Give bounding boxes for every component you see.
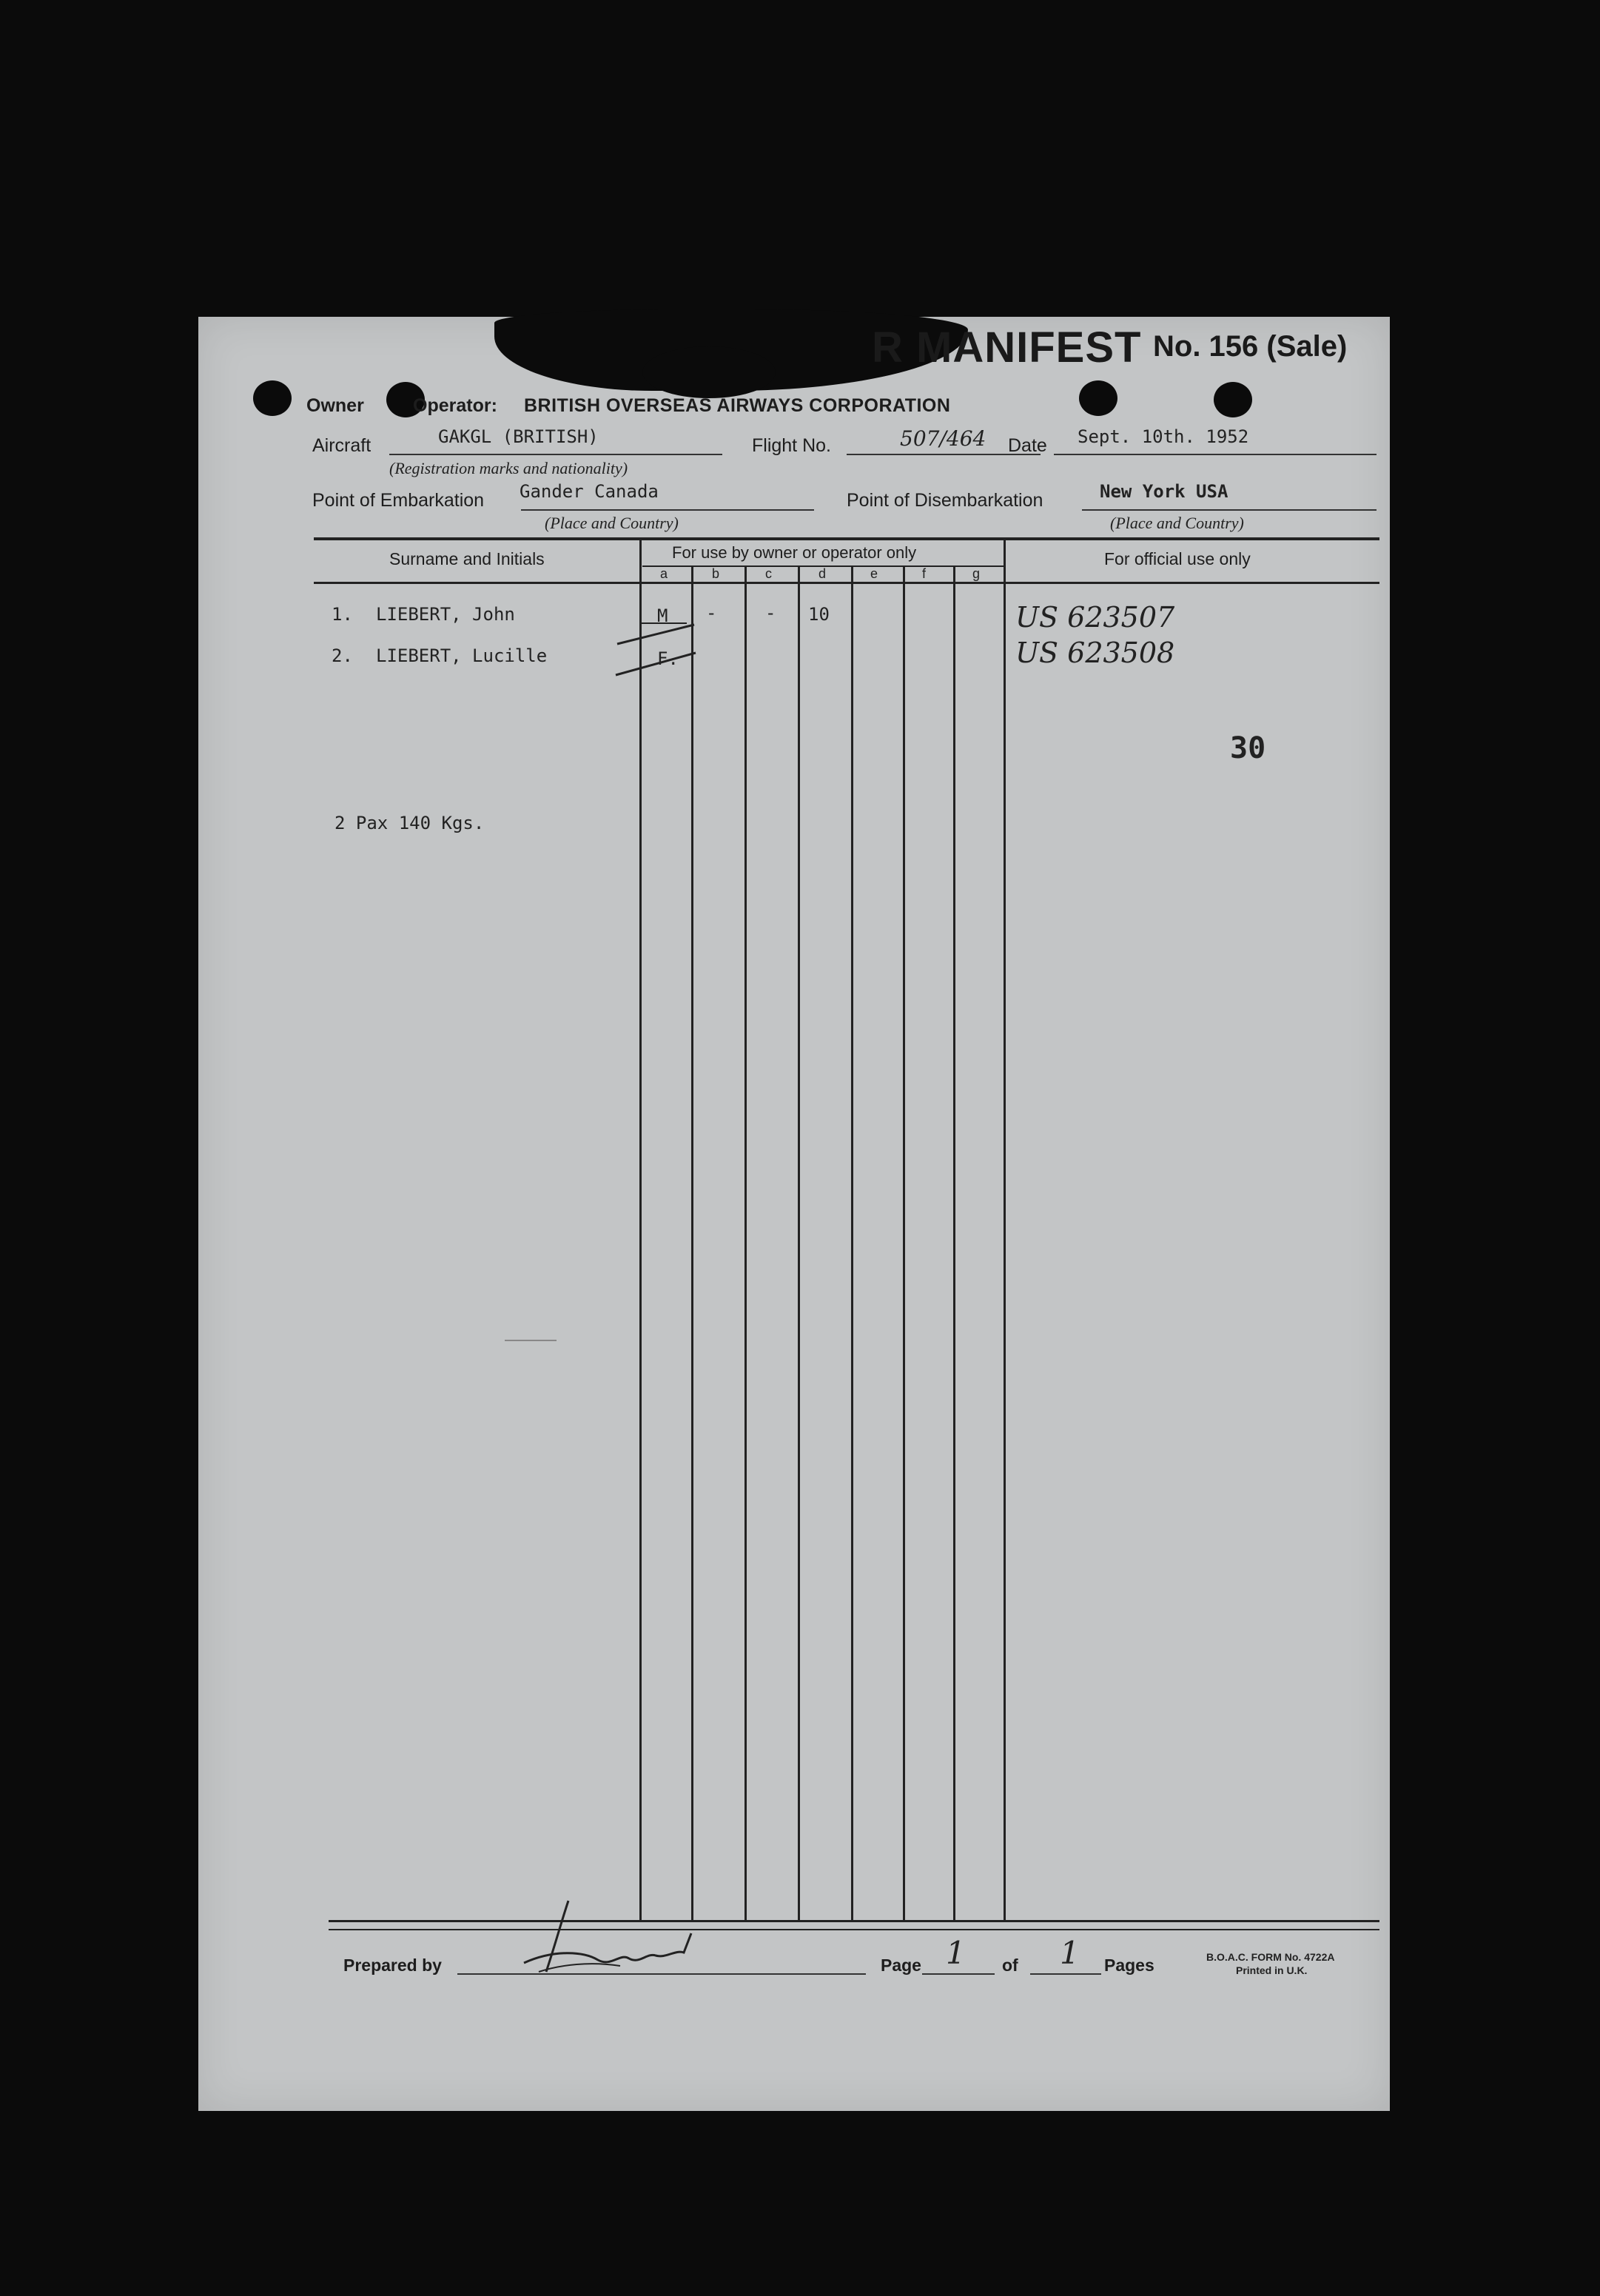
footer-rule-1 xyxy=(329,1920,1379,1922)
prepared-by-label: Prepared by xyxy=(343,1956,442,1975)
col-owner-use-header: For use by owner or operator only xyxy=(672,543,917,562)
col-divider-3 xyxy=(744,565,747,1920)
subcol-c: c xyxy=(765,566,772,581)
col-divider-2 xyxy=(691,565,693,1920)
page-label: Page xyxy=(881,1956,921,1975)
row-1-b: - xyxy=(706,602,717,623)
aircraft-label: Aircraft xyxy=(312,435,372,456)
col-divider-7 xyxy=(953,565,955,1920)
subcol-g: g xyxy=(972,566,981,581)
manifest-sheet xyxy=(198,317,1390,2111)
table-top-rule xyxy=(314,537,1379,540)
embarkation-underline xyxy=(521,509,814,511)
row-1-d: 10 xyxy=(808,604,830,625)
disembarkation-underline xyxy=(1082,509,1377,511)
date-label: Date xyxy=(1008,435,1047,456)
flight-value: 507/464 xyxy=(900,426,986,451)
embarkation-caption: (Place and Country) xyxy=(545,514,679,532)
punch-hole-right xyxy=(1214,382,1252,417)
pages-value: 1 xyxy=(1060,1935,1080,1971)
passenger-summary: 2 Pax 140 Kgs. xyxy=(335,813,485,833)
owner-label: Owner xyxy=(306,395,364,416)
manifest-number: No. 156 (Sale) xyxy=(1153,330,1348,363)
aircraft-caption: (Registration marks and nationality) xyxy=(389,459,628,477)
pen-strokes xyxy=(613,607,702,688)
disembarkation-caption: (Place and Country) xyxy=(1110,514,1244,532)
faint-mark xyxy=(505,1340,557,1341)
punch-hole-mid-right xyxy=(1079,380,1117,416)
col-official-header: For official use only xyxy=(1104,549,1251,568)
signature xyxy=(509,1879,731,1990)
page-value: 1 xyxy=(946,1935,966,1971)
of-label: of xyxy=(1002,1956,1018,1975)
page-underline xyxy=(922,1973,995,1975)
table-header-rule xyxy=(314,582,1379,584)
form-printed: Printed in U.K. xyxy=(1236,1964,1308,1976)
embarkation-label: Point of Embarkation xyxy=(312,490,485,511)
subcol-a: a xyxy=(660,566,668,581)
date-underline xyxy=(1054,454,1377,455)
punch-hole-left xyxy=(253,380,292,416)
footer-rule-2 xyxy=(329,1929,1379,1930)
aircraft-underline xyxy=(389,454,722,455)
embarkation-value: Gander Canada xyxy=(520,481,659,502)
row-1-official: US 623507 xyxy=(1015,601,1175,634)
disembarkation-value: New York USA xyxy=(1100,481,1228,502)
row-2-a: F. xyxy=(657,648,679,669)
form-number: B.O.A.C. FORM No. 4722A xyxy=(1206,1951,1335,1963)
col-divider-1 xyxy=(639,537,642,1920)
aircraft-value: GAKGL (BRITISH) xyxy=(438,426,599,447)
row-2-official: US 623508 xyxy=(1015,637,1175,669)
flight-label: Flight No. xyxy=(752,435,831,456)
stamp-number: 30 xyxy=(1230,731,1266,765)
pages-underline xyxy=(1030,1973,1101,1975)
subcol-d: d xyxy=(819,566,827,581)
torn-area-2 xyxy=(642,346,776,398)
col-divider-6 xyxy=(903,565,905,1920)
row-2-name: LIEBERT, Lucille xyxy=(376,645,548,666)
subcol-e: e xyxy=(870,566,878,581)
date-value: Sept. 10th. 1952 xyxy=(1078,426,1249,447)
row-1-c: - xyxy=(765,602,776,623)
owner-value: BRITISH OVERSEAS AIRWAYS CORPORATION xyxy=(524,395,951,416)
col-divider-8 xyxy=(1004,537,1006,1920)
subcol-f: f xyxy=(922,566,927,581)
row-1-a: M xyxy=(657,605,668,626)
row-1-number: 1. xyxy=(332,604,353,625)
row-2-number: 2. xyxy=(332,645,353,666)
pages-label: Pages xyxy=(1104,1956,1154,1975)
manifest-title: R MANIFEST xyxy=(872,323,1142,372)
col-divider-5 xyxy=(851,565,853,1920)
disembarkation-label: Point of Disembarkation xyxy=(847,490,1043,511)
col-surname-header: Surname and Initials xyxy=(389,549,545,568)
col-divider-4 xyxy=(798,565,800,1920)
operator-label: Operator: xyxy=(413,395,497,416)
subcol-b: b xyxy=(712,566,720,581)
row-1-name: LIEBERT, John xyxy=(376,604,515,625)
